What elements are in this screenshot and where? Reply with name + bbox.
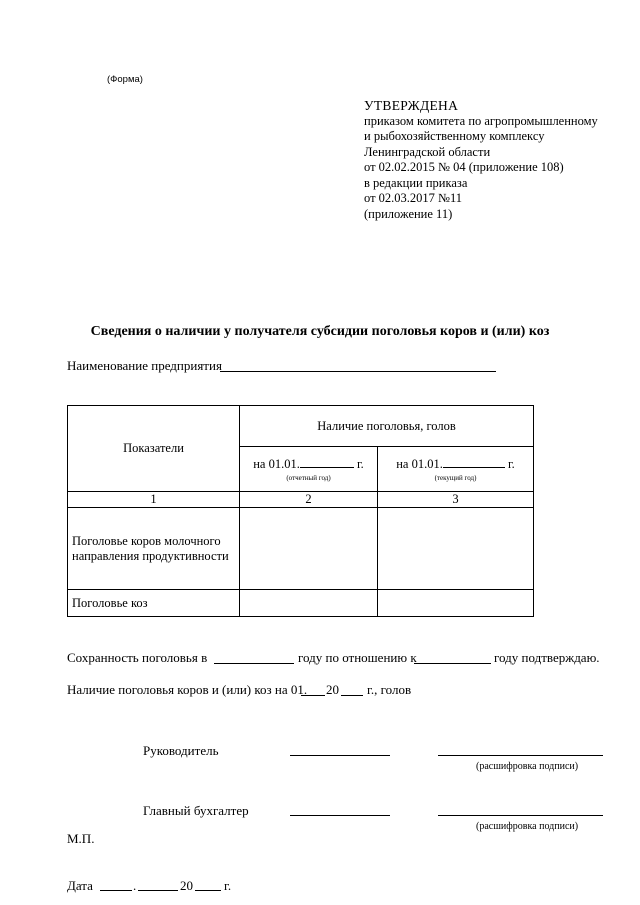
statement-part1: Сохранность поголовья в bbox=[67, 650, 208, 665]
signature-line[interactable] bbox=[290, 815, 390, 816]
availability-year-prefix: 20 bbox=[326, 682, 339, 697]
approval-line: в редакции приказа bbox=[364, 175, 468, 190]
enterprise-label: Наименование предприятия bbox=[67, 358, 222, 373]
month-input-line[interactable] bbox=[138, 890, 178, 891]
head-label: Руководитель bbox=[143, 743, 219, 758]
seal-label: М.П. bbox=[67, 831, 95, 846]
header-indicators: Показатели bbox=[68, 406, 240, 492]
accountant-label: Главный бухгалтер bbox=[143, 803, 249, 818]
date-suffix: г. bbox=[507, 456, 515, 471]
month-input-line[interactable] bbox=[301, 695, 325, 696]
decoding-caption: (расшифровка подписи) bbox=[476, 761, 579, 772]
approval-block bbox=[364, 98, 598, 222]
year-input-line[interactable] bbox=[414, 663, 491, 664]
form-label: (Форма) bbox=[107, 74, 143, 85]
year-input-line[interactable] bbox=[195, 890, 221, 891]
value-cell[interactable] bbox=[378, 590, 534, 617]
column-number: 3 bbox=[378, 492, 534, 508]
row-label-goats: Поголовье коз bbox=[68, 590, 240, 617]
signature-line[interactable] bbox=[290, 755, 390, 756]
approval-line: (приложение 11) bbox=[364, 206, 453, 221]
approval-heading: УТВЕРЖДЕНА bbox=[364, 98, 459, 113]
approval-line: от 02.03.2017 №11 bbox=[364, 191, 463, 205]
day-input-line[interactable] bbox=[100, 890, 132, 891]
date-suffix: г. bbox=[224, 878, 232, 893]
date-label: Дата bbox=[67, 878, 93, 893]
current-year-caption: (текущий год) bbox=[434, 473, 477, 482]
date-prefix: на 01.01. bbox=[253, 456, 300, 471]
value-cell[interactable] bbox=[240, 590, 378, 617]
column-number: 1 bbox=[68, 492, 240, 508]
header-reporting-date bbox=[240, 447, 378, 492]
statement-part2: году по отношению к bbox=[298, 650, 417, 665]
approval-line: и рыбохозяйственному комплексу bbox=[364, 129, 545, 143]
availability-part1: Наличие поголовья коров и (или) коз на 01. bbox=[67, 682, 308, 697]
approval-line: Ленинградской области bbox=[364, 144, 491, 159]
value-cell[interactable] bbox=[378, 508, 534, 590]
signature-decoding-line[interactable] bbox=[438, 815, 603, 816]
approval-line: от 02.02.2015 № 04 (приложение 108) bbox=[364, 160, 564, 174]
column-number: 2 bbox=[240, 492, 378, 508]
decoding-caption: (расшифровка подписи) bbox=[476, 821, 579, 832]
date-dot: . bbox=[133, 878, 137, 893]
year-input-line[interactable] bbox=[341, 695, 363, 696]
enterprise-input-line[interactable] bbox=[220, 371, 496, 372]
date-prefix: на 01.01. bbox=[396, 456, 443, 471]
row-label-cows: Поголовье коров молочного направления продуктивности bbox=[68, 508, 240, 590]
header-livestock: Наличие поголовья, голов bbox=[240, 406, 534, 447]
statement-part3: году подтверждаю. bbox=[494, 650, 600, 665]
reporting-year-caption: (отчетный год) bbox=[286, 473, 331, 482]
approval-line: приказом комитета по агропромышленному bbox=[364, 113, 598, 128]
date-suffix: г. bbox=[356, 456, 364, 471]
livestock-table bbox=[67, 405, 534, 617]
availability-part3: г., голов bbox=[367, 682, 412, 697]
signature-decoding-line[interactable] bbox=[438, 755, 603, 756]
year-input-line[interactable] bbox=[214, 663, 294, 664]
document-title: Сведения о наличии у получателя субсидии поголовья коров и (или) коз bbox=[90, 324, 550, 339]
date-year-prefix: 20 bbox=[180, 878, 193, 893]
value-cell[interactable] bbox=[240, 508, 378, 590]
year-input-line[interactable] bbox=[300, 457, 354, 468]
header-current-date bbox=[378, 447, 534, 492]
year-input-line[interactable] bbox=[443, 457, 505, 468]
